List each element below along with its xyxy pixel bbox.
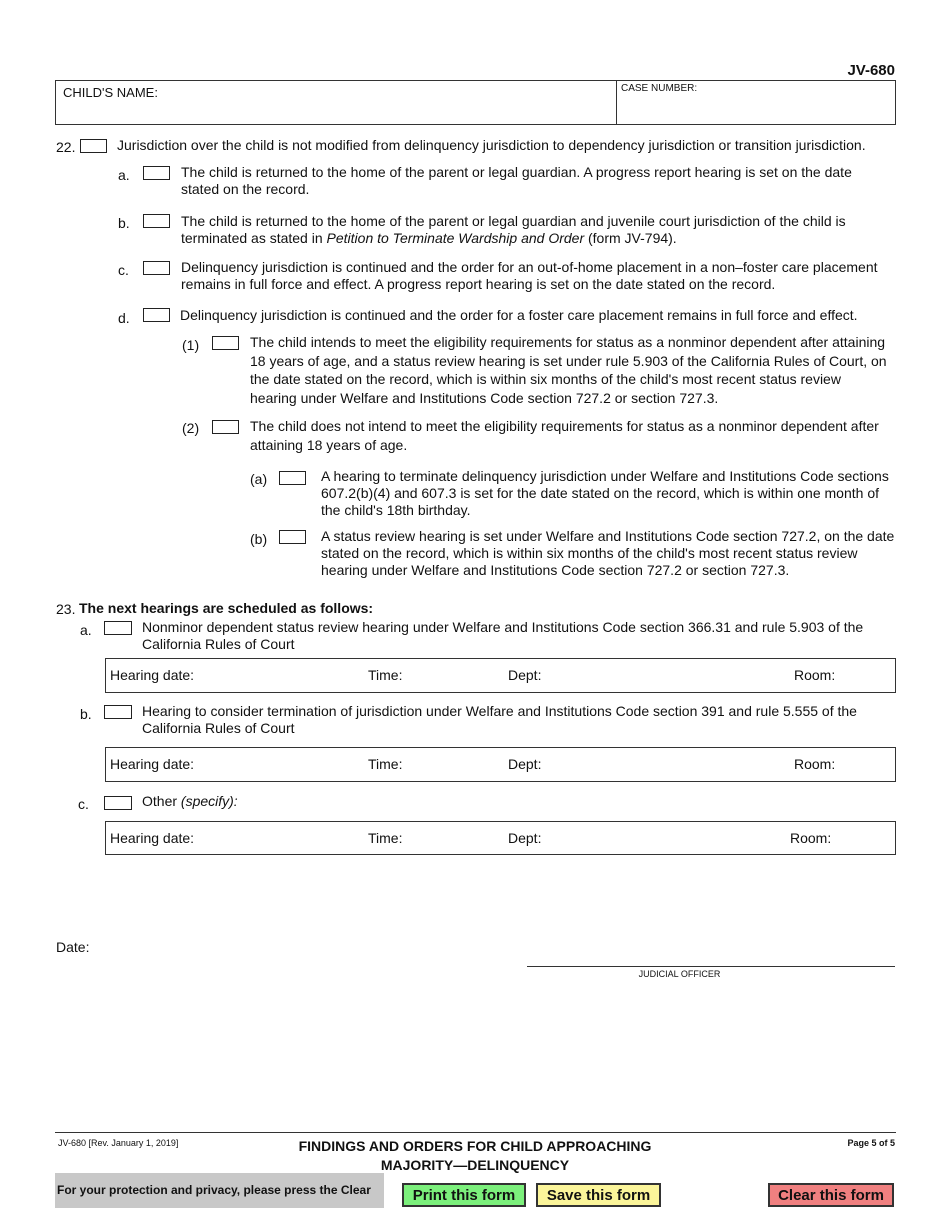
item-23c-text: Other (specify): — [142, 793, 238, 809]
item-22-checkbox[interactable] — [80, 139, 107, 153]
hearing-room-label: Room: — [790, 830, 832, 846]
hearing-row-b — [105, 747, 896, 782]
item-22a-checkbox[interactable] — [143, 166, 170, 180]
item-22d2a-text: A hearing to terminate delinquency jurisdiction under Welfare and Institutions Code sections 607.2(b)(4) and 607.3 is set for the date stated on the record, which is within one month of the child's 18th birthday. — [321, 468, 889, 518]
item-22d-label: d. — [118, 310, 130, 326]
form-title-line2: MAJORITY—DELINQUENCY — [380, 1157, 570, 1173]
hearing-time-label: Time: — [368, 667, 403, 683]
item-23b-checkbox[interactable] — [104, 705, 132, 719]
print-button[interactable]: Print this form — [402, 1183, 526, 1207]
item-22d1-text: The child intends to meet the eligibility requirements for status as a nonminor dependent after attaining 18 years of age, and a status review hearing is set under rule 5.903 of the California Rules of Court, on the date stated on the record, which is within six months of the child's most recent status review hearing under Welfare and Institutions Code section 727.2 or section 727.3. — [250, 334, 887, 406]
date-label: Date: — [56, 939, 90, 955]
item-23a-label: a. — [80, 622, 92, 638]
save-button[interactable]: Save this form — [536, 1183, 661, 1207]
hearing-room-label: Room: — [794, 756, 836, 772]
petition-form-title: Petition to Terminate Wardship and Order — [326, 230, 585, 246]
hearing-date-label: Hearing date: — [110, 667, 195, 683]
item-22b-checkbox[interactable] — [143, 214, 170, 228]
specify-hint: (specify): — [180, 793, 238, 809]
item-22d-text: Delinquency jurisdiction is continued and the order for a foster care placement remains in full force and effect. — [180, 307, 858, 323]
hearing-date-label: Hearing date: — [110, 830, 195, 846]
item-22c-checkbox[interactable] — [143, 261, 170, 275]
item-22d2-label: (2) — [182, 420, 200, 436]
form-title — [270, 1137, 680, 1175]
item-23b-label: b. — [80, 706, 92, 722]
hearing-time-label: Time: — [368, 756, 403, 772]
page-number: Page 5 of 5 — [847, 1138, 895, 1148]
case-number-label: CASE NUMBER: — [621, 83, 698, 94]
hearing-date-label: Hearing date: — [110, 756, 195, 772]
item-23b-text: Hearing to consider termination of jurisdiction under Welfare and Institutions Code section 391 and rule 5.555 of the California Rules of Court — [142, 703, 857, 736]
form-title-line1: FINDINGS AND ORDERS FOR CHILD APPROACHING — [298, 1138, 652, 1154]
hearing-dept-label: Dept: — [508, 830, 542, 846]
hearing-dept-label: Dept: — [508, 756, 542, 772]
item-22d2-checkbox[interactable] — [212, 420, 239, 434]
privacy-note: For your protection and privacy, please press the Clear — [55, 1173, 384, 1208]
item-22b-label: b. — [118, 215, 130, 231]
item-22d2a-label: (a) — [250, 471, 268, 487]
item-22d1-checkbox[interactable] — [212, 336, 239, 350]
item-22d2b-text: A status review hearing is set under Welfare and Institutions Code section 727.2, on the date stated on the record, which is within six months of the child's most recent status review hearing under Welfare and Institutions Code section 727.2 or section 727.3. — [321, 528, 895, 578]
item-22a-label: a. — [118, 167, 130, 183]
item-23c-label: c. — [78, 796, 89, 812]
item-22c-label: c. — [118, 262, 129, 278]
item-23c-checkbox[interactable] — [104, 796, 132, 810]
item-22-text: Jurisdiction over the child is not modified from delinquency jurisdiction to dependency jurisdiction or transition jurisdiction. — [117, 137, 866, 153]
item-22d-checkbox[interactable] — [143, 308, 170, 322]
hearing-dept-label: Dept: — [508, 667, 542, 683]
item-22d1-label: (1) — [182, 337, 200, 353]
item-22b-text: The child is returned to the home of the parent or legal guardian and juvenile court jurisdiction of the child is terminated as stated in Petition to Terminate Wardship and Order (form JV-794). — [181, 213, 846, 246]
item-23a-text: Nonminor dependent status review hearing under Welfare and Institutions Code section 366.31 and rule 5.903 of the California Rules of Court — [142, 619, 864, 652]
judicial-officer-label: JUDICIAL OFFICER — [638, 969, 721, 979]
item-22c-text: Delinquency jurisdiction is continued and the order for an out-of-home placement in a non–foster care placement remains in full force and effect. A progress report hearing is set on the date stated on the record. — [181, 259, 878, 292]
case-number-field[interactable] — [617, 81, 895, 124]
hearing-row-a — [105, 658, 896, 693]
form-revision: JV-680 [Rev. January 1, 2019] — [58, 1138, 179, 1148]
header-box — [55, 80, 896, 125]
child-name-label: CHILD'S NAME: — [63, 85, 158, 100]
item-22d2b-checkbox[interactable] — [279, 530, 306, 544]
signature-line[interactable] — [527, 966, 895, 967]
hearing-room-label: Room: — [794, 667, 836, 683]
form-id: JV-680 — [847, 62, 895, 79]
footer-rule — [55, 1132, 896, 1133]
item-22a-text: The child is returned to the home of the parent or legal guardian. A progress report hearing is set on the date stated on the record. — [181, 164, 852, 197]
item-22-number: 22. — [56, 139, 76, 155]
child-name-field[interactable] — [56, 81, 617, 124]
hearing-time-label: Time: — [368, 830, 403, 846]
item-22d2-text: The child does not intend to meet the eligibility requirements for status as a nonminor dependent after attaining 18 years of age. — [250, 418, 879, 453]
hearing-row-c — [105, 821, 896, 855]
item-23a-checkbox[interactable] — [104, 621, 132, 635]
item-22d2b-label: (b) — [250, 531, 268, 547]
item-22d2a-checkbox[interactable] — [279, 471, 306, 485]
clear-button[interactable]: Clear this form — [768, 1183, 894, 1207]
item-23-number: 23. — [56, 601, 76, 617]
item-23-heading: The next hearings are scheduled as follows: — [79, 600, 374, 616]
